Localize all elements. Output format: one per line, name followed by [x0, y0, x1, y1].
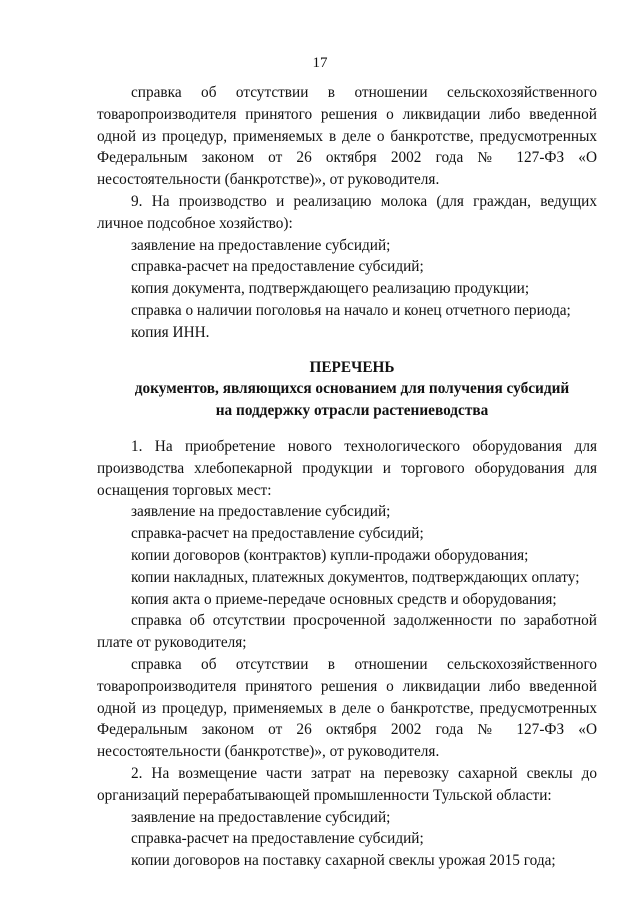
document-body: [97, 82, 597, 872]
item-2-entry: справка-расчет на предоставление субсидий;: [131, 830, 424, 848]
section-9-item: заявление на предоставление субсидий;: [131, 236, 391, 254]
item-1-entry: справка об отсутствии в отношении сельскохозяйственного товаропроизводителя принятого решения о ликвидации либо введенной одной из процедур, применяемых в деле о банкротстве, предусмотренных Федеральным законом от 26 октября 2002 года № 127-ФЗ «О несостоятельности (банкротстве)», от руководителя.: [97, 655, 597, 761]
section-9-item: копия ИНН.: [131, 323, 210, 341]
page-number: 17: [312, 55, 328, 71]
item-2-title: 2. На возмещение части затрат на перевозку сахарной свеклы до организаций перерабатывающей промышленности Тульской области:: [97, 764, 597, 804]
item-1-entry: заявление на предоставление субсидий;: [131, 503, 391, 521]
item-2-entry: заявление на предоставление субсидий;: [131, 808, 391, 826]
item-1-entry: копии договоров (контрактов) купли-продажи оборудования;: [131, 546, 529, 564]
top-paragraph: справка об отсутствии в отношении сельскохозяйственного товаропроизводителя принятого решения о ликвидации либо введенной одной из процедур, применяемых в деле о банкротстве, предусмотренных Федеральным законом от 26 октября 2002 года № 127-ФЗ «О несостоятельности (банкротстве)», от руководителя.: [97, 84, 597, 189]
section-9-title: 9. На производство и реализацию молока (для граждан, ведущих личное подсобное хозяйство):: [97, 192, 597, 232]
item-1-entry: справка об отсутствии просроченной задолженности по заработной плате от руководителя;: [97, 612, 597, 652]
heading-line-1: документов, являющихся основанием для получения субсидий: [134, 380, 570, 398]
section-9-item: справка-расчет на предоставление субсидий;: [131, 258, 424, 276]
item-1-entry: справка-расчет на предоставление субсидий;: [131, 525, 424, 543]
item-1-title: 1. На приобретение нового технологического оборудования для производства хлебопекарной продукции и торгового оборудования для оснащения торговых мест:: [97, 437, 597, 499]
heading-title: ПЕРЕЧЕНЬ: [309, 358, 395, 376]
item-1-entry: копии накладных, платежных документов, подтверждающих оплату;: [131, 568, 580, 586]
section-9-item: справка о наличии поголовья на начало и конец отчетного периода;: [131, 301, 571, 319]
item-2-entry: копии договоров на поставку сахарной свеклы урожая 2015 года;: [131, 852, 556, 870]
item-1-entry: копия акта о приеме-передаче основных средств и оборудования;: [131, 590, 557, 608]
section-9-item: копия документа, подтверждающего реализацию продукции;: [131, 280, 530, 298]
heading-line-2: на поддержку отрасли растениеводства: [215, 402, 489, 420]
